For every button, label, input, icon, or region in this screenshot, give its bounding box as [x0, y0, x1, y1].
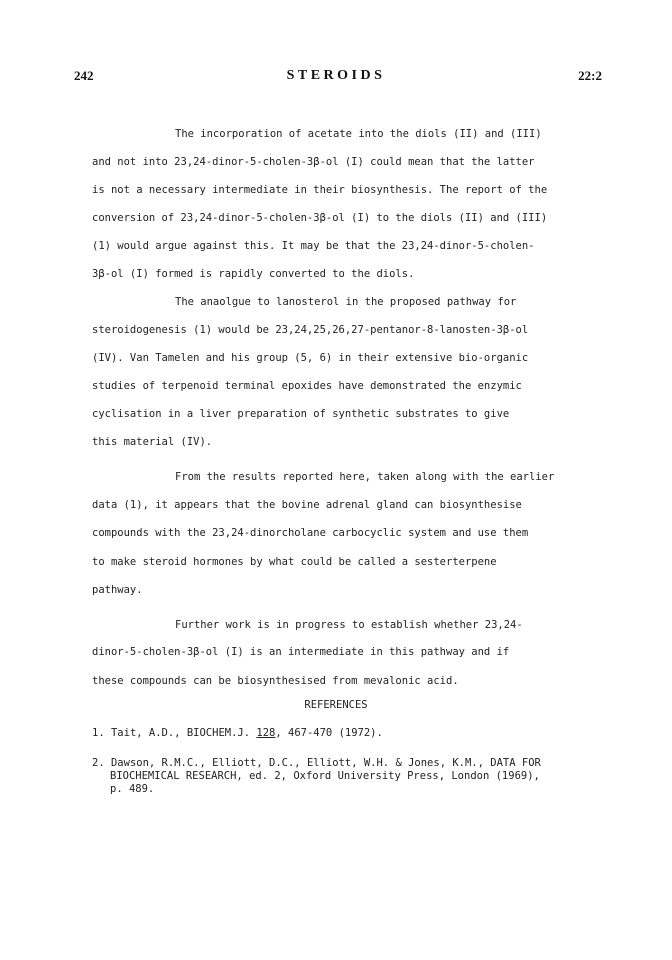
body-line: The anaolgue to lanosterol in the proposed pathway for	[175, 296, 517, 308]
reference-text: BIOCHEMICAL RESEARCH, ed. 2, Oxford University Press, London (1969),	[110, 770, 540, 782]
body-line: dinor-5-cholen-3β-ol (I) is an intermediate in this pathway and if	[92, 646, 510, 658]
body-line: 3β-ol (I) formed is rapidly converted to the diols.	[92, 268, 415, 280]
reference-volume: 128	[256, 727, 276, 739]
body-line: (IV). Van Tamelen and his group (5, 6) in their extensive bio-organic	[92, 352, 529, 364]
reference-item	[92, 727, 383, 740]
body-line: (1) would argue against this. It may be that the 23,24-dinor-5-cholen-	[92, 240, 535, 252]
issue-number: 22:2	[578, 68, 602, 83]
body-line: conversion of 23,24-dinor-5-cholen-3β-ol (I) to the diols (II) and (III)	[92, 212, 548, 224]
references-heading: REFERENCES	[304, 699, 368, 711]
reference-text: p. 489.	[110, 783, 155, 795]
body-line: cyclisation in a liver preparation of synthetic substrates to give	[92, 408, 510, 420]
body-line: pathway.	[92, 584, 143, 596]
body-line: Further work is in progress to establish whether 23,24-	[175, 619, 523, 631]
reference-item	[92, 757, 541, 796]
reference-number: 2.	[92, 757, 105, 769]
body-line: studies of terpenoid terminal epoxides have demonstrated the enzymic	[92, 380, 522, 392]
body-line: is not a necessary intermediate in their biosynthesis. The report of the	[92, 184, 548, 196]
body-line: data (1), it appears that the bovine adrenal gland can biosynthesise	[92, 499, 522, 511]
reference-text: Tait, A.D., BIOCHEM.J.	[110, 727, 257, 739]
reference-text: , 467-470 (1972).	[275, 727, 383, 739]
running-title: STEROIDS	[286, 68, 386, 83]
reference-text: Dawson, R.M.C., Elliott, D.C., Elliott, W.H. & Jones, K.M., DATA FOR	[110, 757, 541, 769]
reference-number: 1.	[92, 727, 105, 739]
body-line: and not into 23,24-dinor-5-cholen-3β-ol (I) could mean that the latter	[92, 156, 535, 168]
body-line: From the results reported here, taken along with the earlier	[175, 471, 555, 483]
body-line: The incorporation of acetate into the diols (II) and (III)	[175, 128, 542, 140]
body-line: steroidogenesis (1) would be 23,24,25,26,27-pentanor-8-lanosten-3β-ol	[92, 324, 529, 336]
body-line: these compounds can be biosynthesised from mevalonic acid.	[92, 675, 459, 687]
body-line: compounds with the 23,24-dinorcholane carbocyclic system and use them	[92, 527, 529, 539]
body-line: to make steroid hormones by what could be called a sesterterpene	[92, 556, 497, 568]
body-line: this material (IV).	[92, 436, 213, 448]
page-number: 242	[74, 68, 94, 83]
